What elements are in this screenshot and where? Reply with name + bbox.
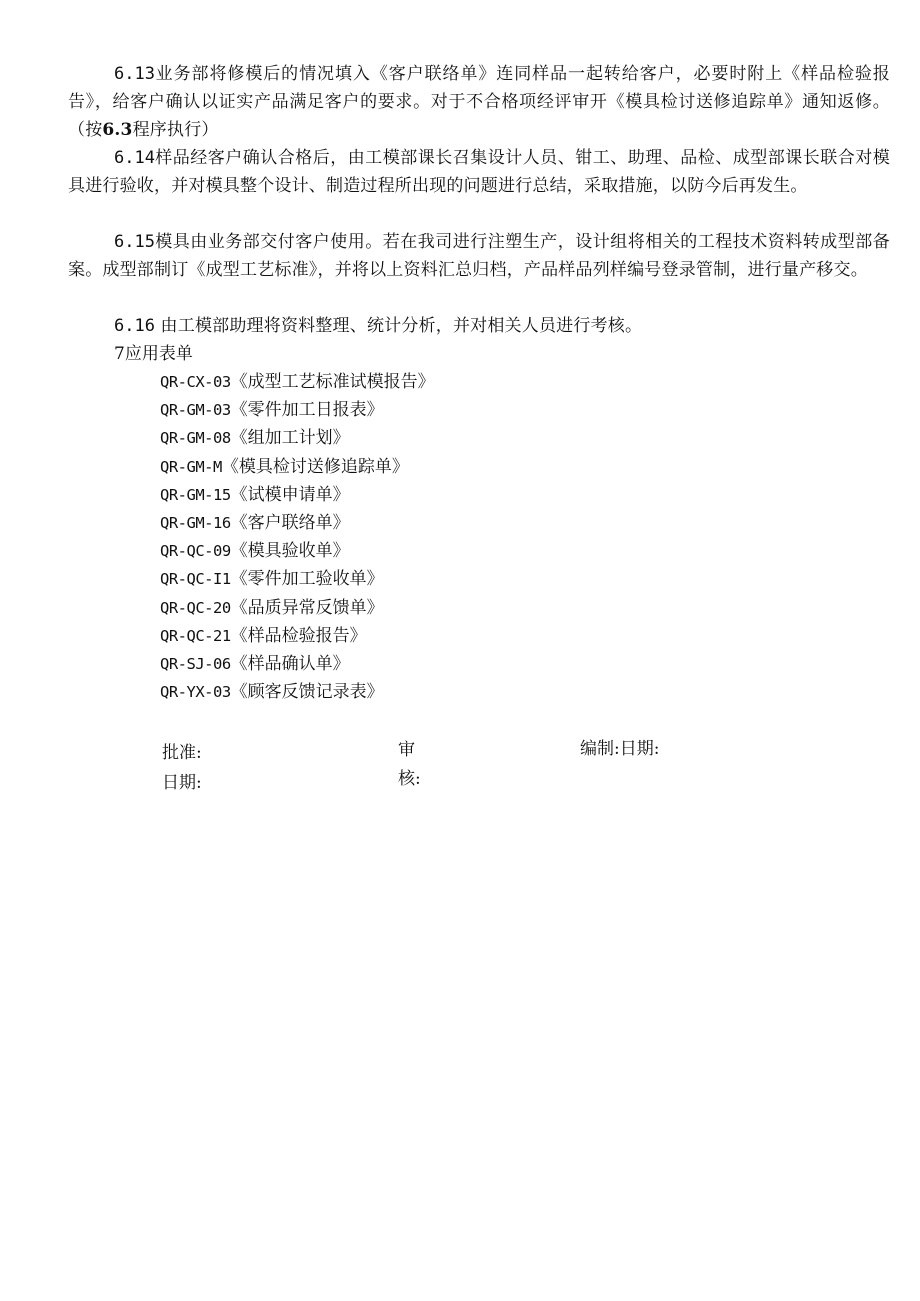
clause-text: 业务部将修模后的情况填入《客户联络单》连同样品一起转给客户，必要时附上《样品检验报告》，给客户确认以证实产品满足客户的要求。对于不合格项经评审开《模具检讨送修追踪单》通知返修。（按 bbox=[68, 64, 890, 140]
form-code: QR-SJ-06 bbox=[160, 655, 231, 674]
form-list-item bbox=[160, 481, 435, 509]
form-code: QR-GM-16 bbox=[160, 514, 231, 533]
clause-text-tail: 程序执行） bbox=[132, 120, 219, 140]
form-list-item bbox=[160, 509, 435, 537]
form-name: 《顾客反馈记录表》 bbox=[230, 682, 384, 703]
form-name: 《品质异常反馈单》 bbox=[230, 597, 384, 618]
section-7-heading: 7应用表单 bbox=[114, 344, 193, 364]
clause-number: 6.14 bbox=[114, 148, 155, 168]
paragraph-6-13 bbox=[68, 60, 890, 144]
form-name: 《样品检验报告》 bbox=[230, 625, 367, 646]
form-code: QR-GM-M bbox=[160, 457, 222, 476]
form-list-item bbox=[160, 537, 435, 565]
form-code: QR-QC-21 bbox=[160, 626, 231, 645]
form-code: QR-QC-I1 bbox=[160, 570, 231, 589]
form-code: QR-YX-03 bbox=[160, 683, 231, 702]
paragraph-6-14 bbox=[68, 144, 890, 200]
form-list-item bbox=[160, 650, 435, 678]
form-name: 《组加工计划》 bbox=[230, 428, 350, 449]
review-label-line1: 审 bbox=[398, 740, 415, 760]
form-code: QR-GM-08 bbox=[160, 429, 231, 448]
paragraph-6-16 bbox=[68, 312, 890, 340]
form-list-item bbox=[160, 565, 435, 593]
clause-number: 6.15 bbox=[114, 232, 155, 252]
form-name: 《客户联络单》 bbox=[230, 513, 350, 534]
form-code: QR-GM-03 bbox=[160, 401, 231, 420]
form-code: QR-GM-15 bbox=[160, 485, 231, 504]
form-list-item bbox=[160, 424, 435, 452]
form-list-item bbox=[160, 622, 435, 650]
clause-text: 由工模部助理将资料整理、统计分析，并对相关人员进行考核。 bbox=[154, 316, 643, 336]
form-name: 《零件加工日报表》 bbox=[230, 400, 384, 421]
form-name: 《试模申请单》 bbox=[230, 484, 350, 505]
clause-text: 模具由业务部交付客户使用。若在我司进行注塑生产，设计组将相关的工程技术资料转成型部备案。成型部制订《成型工艺标准》，并将以上资料汇总归档，产品样品列样编号登录管制，进行量产移交。 bbox=[68, 232, 890, 280]
clause-number: 6.16 bbox=[114, 316, 155, 336]
form-list bbox=[160, 368, 435, 706]
form-name: 《模具检讨送修追踪单》 bbox=[221, 456, 409, 477]
form-name: 《零件加工验收单》 bbox=[230, 569, 384, 590]
form-code: QR-QC-09 bbox=[160, 542, 231, 561]
form-list-item bbox=[160, 594, 435, 622]
form-list-item bbox=[160, 453, 435, 481]
form-code: QR-CX-03 bbox=[160, 373, 231, 391]
clause-number: 6.13 bbox=[114, 64, 155, 84]
approve-label: 批准: bbox=[162, 743, 202, 763]
form-list-item bbox=[160, 396, 435, 424]
form-name: 《成型工艺标准试模报告》 bbox=[230, 372, 435, 392]
clause-reference: 6.3 bbox=[102, 120, 133, 140]
approve-date-label: 日期: bbox=[162, 773, 202, 793]
form-list-item bbox=[160, 368, 435, 396]
form-name: 《模具验收单》 bbox=[230, 541, 350, 562]
compile-date-label: 编制:日期: bbox=[580, 739, 660, 759]
form-name: 《样品确认单》 bbox=[230, 654, 350, 675]
form-list-item bbox=[160, 678, 435, 706]
form-code: QR-QC-20 bbox=[160, 598, 231, 617]
paragraph-6-15 bbox=[68, 228, 890, 284]
review-label-line2: 核: bbox=[398, 769, 421, 789]
clause-text: 样品经客户确认合格后，由工模部课长召集设计人员、钳工、助理、品检、成型部课长联合对模具进行验收，并对模具整个设计、制造过程所出现的问题进行总结，采取措施，以防今后再发生。 bbox=[68, 148, 890, 196]
